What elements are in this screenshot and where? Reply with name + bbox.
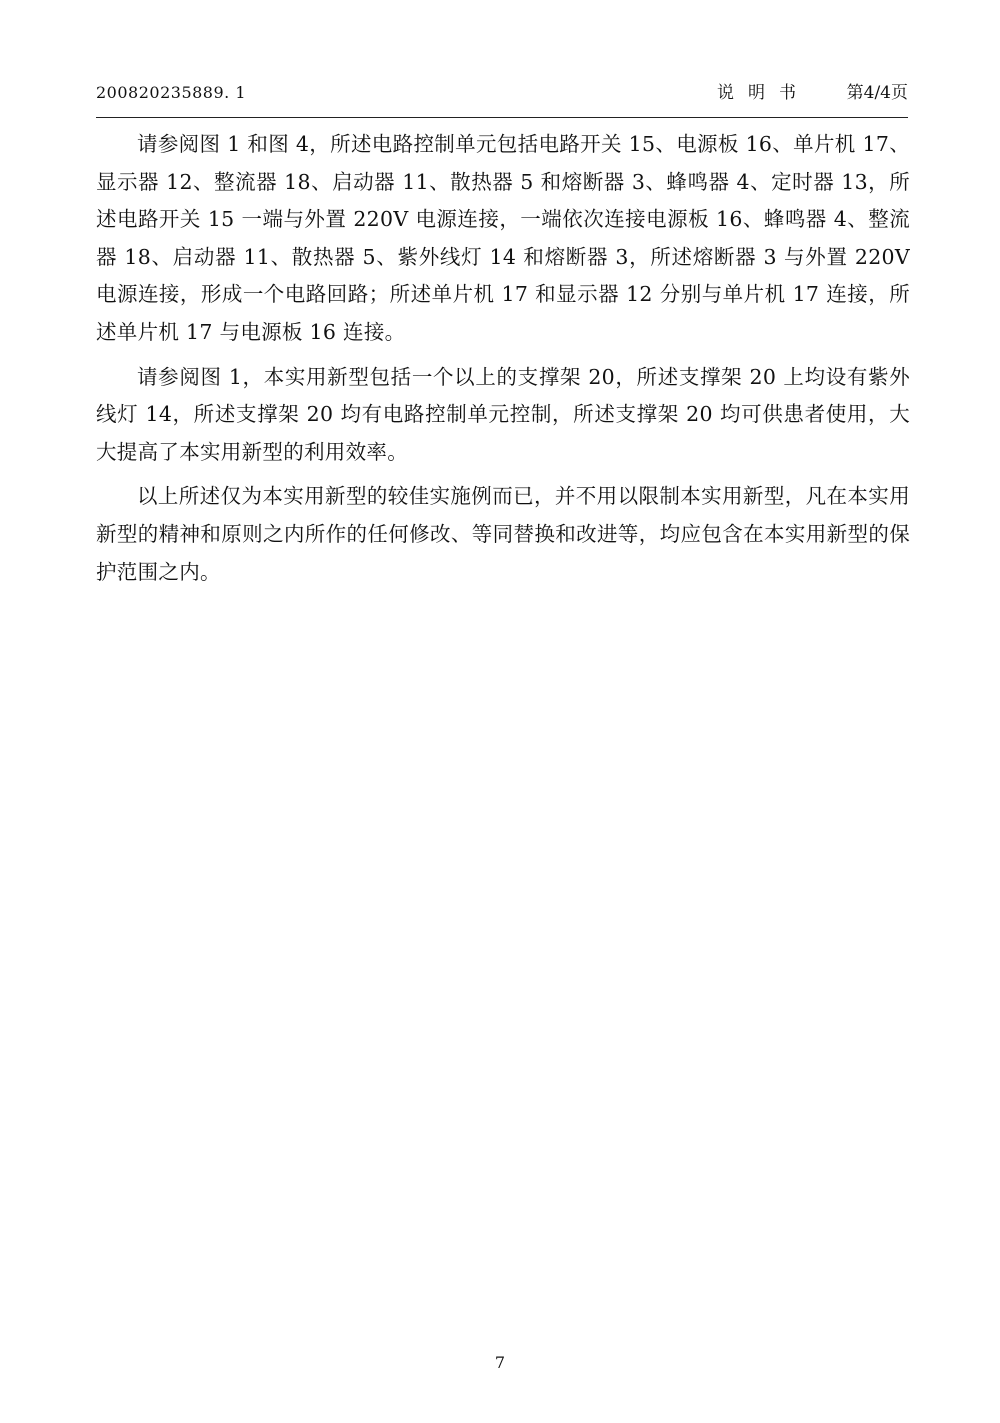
application-number: 200820235889. 1 [96, 83, 247, 102]
page-header [96, 80, 908, 106]
paragraph-circuit-control: 请参阅图 1 和图 4，所述电路控制单元包括电路开关 15、电源板 16、单片机 17、显示器 12、整流器 18、启动器 11、散热器 5 和熔断器 3、蜂鸣器 4、定时器 13，所述电路开关 15 一端与外置 220V 电源连接，一端依次连接电源板 16、蜂鸣器 4、整流器 18、启动器 11、散热器 5、紫外线灯 14 和熔断器 3，所述熔断器 3 与外置 220V 电源连接，形成一个电路回路；所述单片机 17 和显示器 12 分别与单片机 17 连接，所述单片机 17 与电源板 16 连接。 [96, 132, 910, 344]
header-divider [96, 117, 908, 118]
paragraph-support-frame: 请参阅图 1，本实用新型包括一个以上的支撑架 20，所述支撑架 20 上均设有紫外线灯 14，所述支撑架 20 均有电路控制单元控制，所述支撑架 20 均可供患者使用，大大提高了本实用新型的利用效率。 [96, 364, 910, 464]
document-body [96, 126, 910, 598]
paragraph-conclusion: 以上所述仅为本实用新型的较佳实施例而已，并不用以限制本实用新型，凡在本实用新型的精神和原则之内所作的任何修改、等同替换和改进等，均应包含在本实用新型的保护范围之内。 [96, 484, 910, 584]
document-type: 说明书 [717, 83, 810, 103]
page-label: 第4/4页 [846, 83, 908, 103]
page-number: 7 [494, 1353, 506, 1372]
